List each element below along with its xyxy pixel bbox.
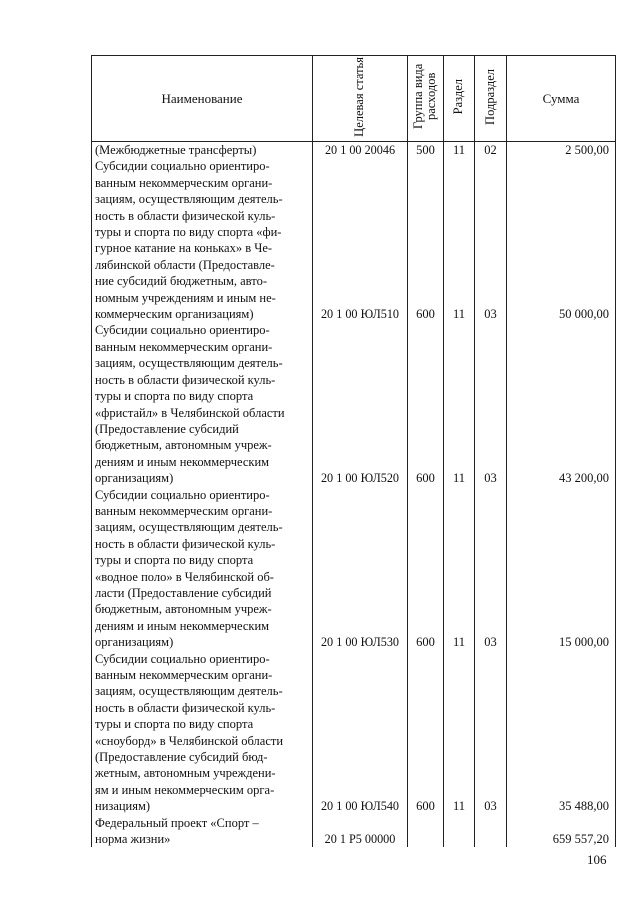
row-target-article: 20 1 00 ЮЛ520 [313, 322, 408, 486]
budget-table [91, 55, 616, 847]
row-subsection [475, 815, 507, 848]
row-section: 11 [444, 322, 475, 486]
row-subsection: 03 [475, 322, 507, 486]
row-section: 11 [444, 158, 475, 322]
header-target-article: Целевая статья [313, 56, 408, 142]
row-target-article: 20 1 00 ЮЛ510 [313, 158, 408, 322]
row-section [444, 815, 475, 848]
header-subsection: Подраздел [475, 56, 507, 142]
row-expense-group: 600 [408, 322, 444, 486]
row-expense-group: 600 [408, 651, 444, 815]
table-row [92, 322, 616, 486]
row-sum: 43 200,00 [507, 322, 616, 486]
page-number: 106 [587, 852, 607, 867]
row-subsection: 03 [475, 651, 507, 815]
row-target-article: 20 1 00 ЮЛ540 [313, 651, 408, 815]
table-row [92, 158, 616, 322]
row-expense-group [408, 815, 444, 848]
row-name: Субсидии социально ориентиро- ванным некоммерческим органи- зациям, осуществляющим деятель- ность в области физической куль- туры и спорта по виду спорта «водное поло» в Челябинской об- ласти (Предоставление субсидий бюджетным, автономным учреж- дениям и иным некоммерческим организациям) [92, 487, 313, 651]
row-name: Субсидии социально ориентиро- ванным некоммерческим органи- зациям, осуществляющим деятель- ность в области физической куль- туры и спорта по виду спорта «фристайл» в Челябинской области (Предоставление субсидий бюджетным, автономным учреж- дениям и иным некоммерческим организациям) [92, 322, 313, 486]
row-name: Федеральный проект «Спорт – норма жизни» [92, 815, 313, 848]
row-target-article: 20 1 Р5 00000 [313, 815, 408, 848]
row-name: Субсидии социально ориентиро- ванным некоммерческим органи- зациям, осуществляющим деятель- ность в области физической куль- туры и спорта по виду спорта «сноуборд» в Челябинской области (Предоставление субсидий бюд- жетным, автономным учреждени- ям и иным некоммерческим орга- низациям) [92, 651, 313, 815]
table-row [92, 142, 616, 159]
row-subsection: 03 [475, 158, 507, 322]
row-sum: 35 488,00 [507, 651, 616, 815]
row-section: 11 [444, 142, 475, 159]
row-target-article: 20 1 00 ЮЛ530 [313, 487, 408, 651]
row-sum: 659 557,20 [507, 815, 616, 848]
table-row [92, 651, 616, 815]
header-sum: Сумма [507, 56, 616, 142]
row-section: 11 [444, 651, 475, 815]
row-expense-group: 600 [408, 487, 444, 651]
header-name: Наименование [92, 56, 313, 142]
row-sum: 15 000,00 [507, 487, 616, 651]
row-name: Субсидии социально ориентиро- ванным некоммерческим органи- зациям, осуществляющим деятель- ность в области физической куль- туры и спорта по виду спорта «фи- гурное катание на коньках» в Че- лябинской области (Предоставле- ние субсидий бюджетным, авто- номным учреждениям и иным не- коммерческим организациям) [92, 158, 313, 322]
header-section: Раздел [444, 56, 475, 142]
header-expense-group: Группа вида расходов [408, 56, 444, 142]
row-expense-group: 500 [408, 142, 444, 159]
row-subsection: 03 [475, 487, 507, 651]
row-sum: 2 500,00 [507, 142, 616, 159]
row-section: 11 [444, 487, 475, 651]
row-target-article: 20 1 00 20046 [313, 142, 408, 159]
row-expense-group: 600 [408, 158, 444, 322]
table-header-row [92, 56, 616, 142]
table-row [92, 815, 616, 848]
row-name: (Межбюджетные трансферты) [92, 142, 313, 159]
row-sum: 50 000,00 [507, 158, 616, 322]
row-subsection: 02 [475, 142, 507, 159]
table-row [92, 487, 616, 651]
